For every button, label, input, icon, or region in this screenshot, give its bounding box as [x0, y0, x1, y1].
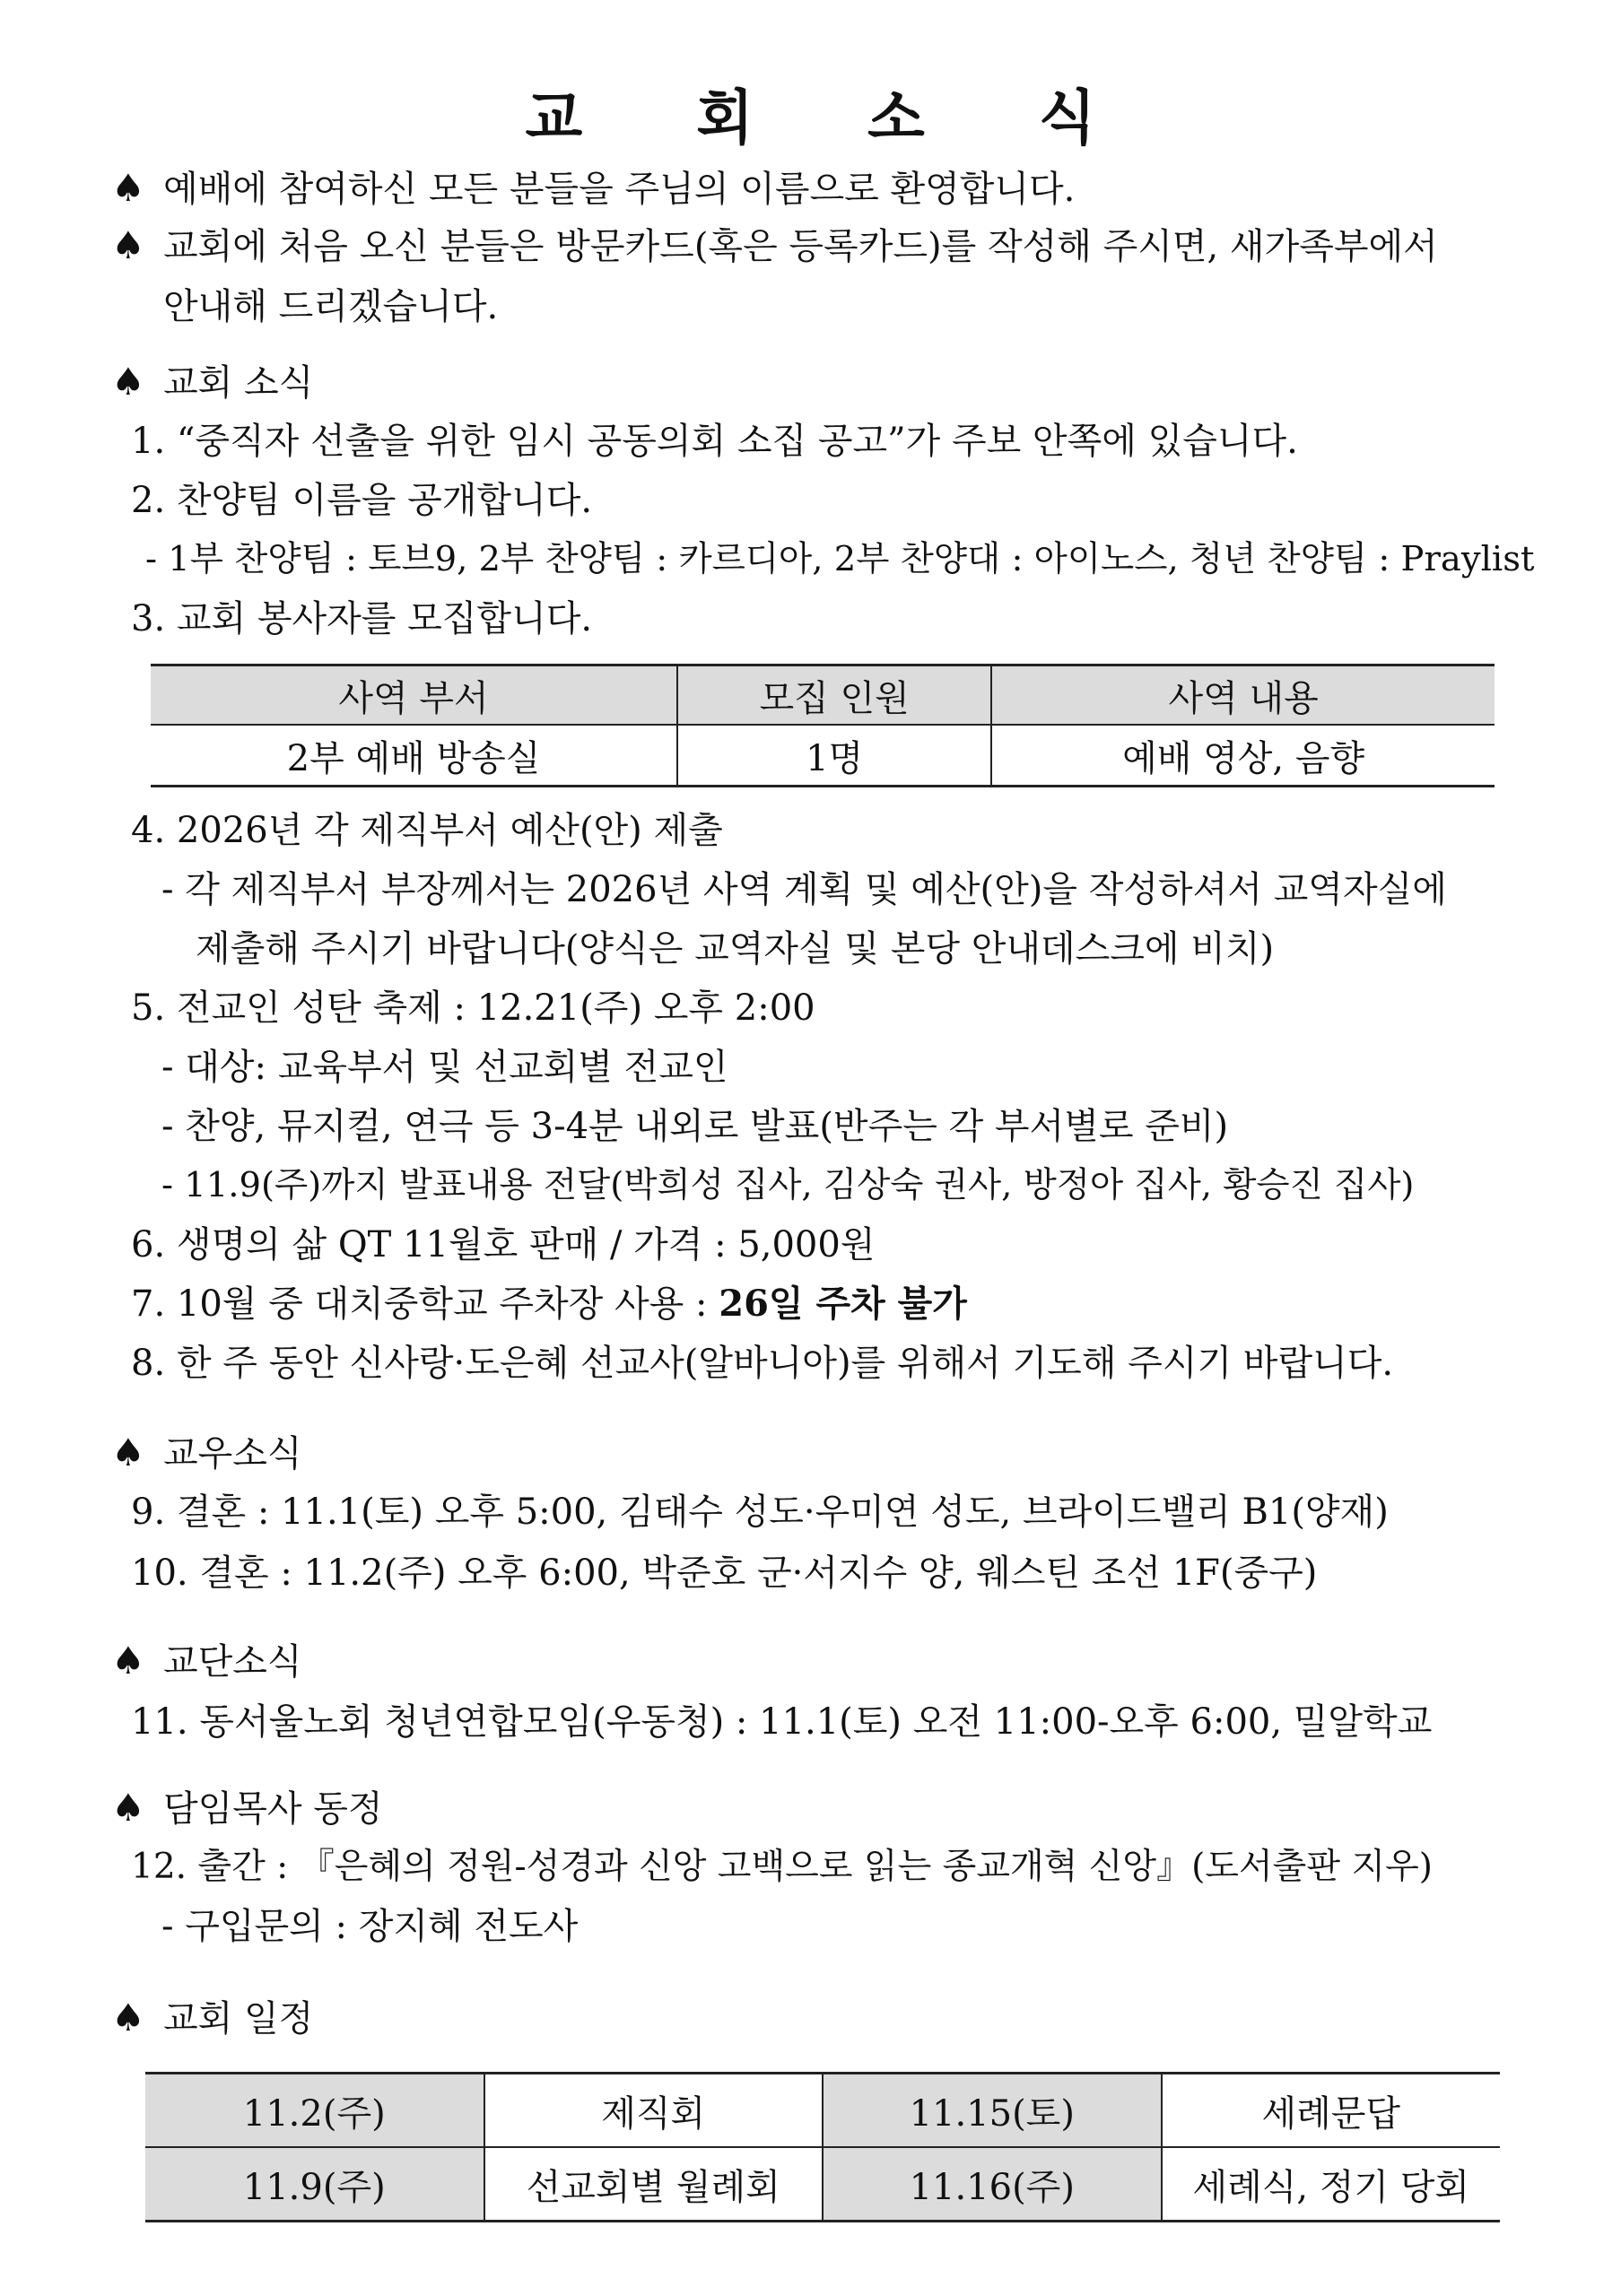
table-header-cell: 사역 내용: [991, 665, 1495, 726]
schedule-table: [145, 2072, 1500, 2222]
news-item-4-sub-cont: 제출해 주시기 바랍니다(양식은 교역자실 및 본당 안내데스크에 비치): [196, 928, 1275, 970]
section-heading-member-news: [111, 1430, 302, 1477]
table-header-cell: 사역 부서: [151, 665, 677, 726]
news-item-8: 8. 한 주 동안 신사랑·도은혜 선교사(알바니아)를 위해서 기도해 주시기 바랍니다.: [131, 1343, 1394, 1384]
news-item-12-sub: - 구입문의 : 장지혜 전도사: [161, 1906, 579, 1947]
news-item-5-sub-1: - 대상: 교육부서 및 선교회별 전교인: [161, 1047, 728, 1088]
schedule-heading: 교회 일정: [163, 1998, 314, 2039]
schedule-event-cell: 제직회: [484, 2074, 824, 2148]
news-item-10: 10. 결혼 : 11.2(주) 오후 6:00, 박준호 군·서지수 양, 웨스틴 조선 1F(중구): [131, 1552, 1318, 1594]
intro-welcome-text: 예배에 참여하신 모든 분들을 주님의 이름으로 환영합니다.: [163, 169, 1076, 210]
news-item-12: 12. 출간 : 『은혜의 정원-성경과 신앙 고백으로 읽는 종교개혁 신앙』(도서출판 지우): [131, 1847, 1433, 1887]
section-heading-church-news: [111, 359, 313, 406]
table-row: [151, 725, 1495, 787]
table-header-row: [151, 665, 1495, 726]
table-header-cell: 모집 인원: [677, 665, 991, 726]
table-cell: 1명: [677, 725, 991, 787]
news-item-3: 3. 교회 봉사자를 모집합니다.: [131, 598, 593, 639]
news-item-11: 11. 동서울노회 청년연합모임(우동청) : 11.1(토) 오전 11:00-오후 6:00, 밀알학교: [131, 1701, 1433, 1743]
news-item-4: 4. 2026년 각 제직부서 예산(안) 제출: [131, 810, 723, 851]
schedule-date-cell: 11.2(주): [145, 2074, 484, 2148]
spade-icon: ♠: [111, 166, 145, 210]
news-item-5: 5. 전교인 성탄 축제 : 12.21(주) 오후 2:00: [131, 987, 815, 1029]
news-item-4-sub: - 각 제직부서 부장께서는 2026년 사역 계획 및 예산(안)을 작성하셔서 교역자실에: [161, 869, 1447, 910]
intro-bullet-newcomer: [111, 222, 1438, 270]
table-cell: 2부 예배 방송실: [286, 737, 541, 779]
intro-bullet-welcome: [111, 165, 1075, 213]
spade-icon: ♠: [111, 1431, 145, 1474]
news-item-5-sub-2: - 찬양, 뮤지컬, 연극 등 3-4분 내외로 발표(반주는 각 부서별로 준비): [161, 1106, 1229, 1147]
schedule-date-cell: 11.15(토): [823, 2074, 1162, 2148]
news-item-9: 9. 결혼 : 11.1(토) 오후 5:00, 김태수 성도·우미연 성도, 브라이드밸리 B1(양재): [131, 1492, 1389, 1533]
spade-icon: ♠: [111, 1786, 145, 1830]
table-cell: 예배 영상, 음향: [991, 725, 1495, 787]
intro-newcomer-text: 교회에 처음 오신 분들은 방문카드(혹은 등록카드)를 작성해 주시면, 새가족부에서: [163, 226, 1438, 267]
schedule-event-cell: 선교회별 월례회: [484, 2147, 824, 2222]
section-heading-pastor-news: [111, 1785, 383, 1832]
section-heading-denomination-news: [111, 1638, 302, 1685]
intro-newcomer-text-cont: 안내해 드리겠습니다.: [163, 286, 499, 327]
table-row: [145, 2074, 1500, 2148]
spade-icon: ♠: [111, 1639, 145, 1683]
denomination-news-heading: 교단소식: [163, 1641, 302, 1683]
recruit-table: [151, 664, 1495, 787]
church-news-heading: 교회 소식: [163, 362, 314, 404]
news-item-1: 1. “중직자 선출을 위한 임시 공동의회 소집 공고”가 주보 안쪽에 있습니다.: [131, 421, 1298, 462]
page-title: 교 회 소 식: [525, 83, 1143, 152]
news-item-7-text: 7. 10월 중 대치중학교 주차장 사용 :: [131, 1283, 719, 1325]
news-item-6: 6. 생명의 삶 QT 11월호 판매 / 가격 : 5,000원: [131, 1224, 876, 1265]
spade-icon: ♠: [111, 360, 145, 404]
member-news-heading: 교우소식: [163, 1433, 302, 1474]
news-item-2: 2. 찬양팀 이름을 공개합니다.: [131, 480, 593, 521]
table-row: [145, 2147, 1500, 2222]
news-item-2-sub: - 1부 찬양팀 : 토브9, 2부 찬양팀 : 카르디아, 2부 찬양대 : 아이노스, 청년 찬양팀 : Praylist: [145, 539, 1535, 579]
schedule-date-cell: 11.16(주): [823, 2147, 1162, 2222]
pastor-news-heading: 담임목사 동정: [163, 1788, 383, 1830]
schedule-event-cell: 세례식, 정기 당회: [1162, 2147, 1501, 2222]
news-item-5-sub-3: - 11.9(주)까지 발표내용 전달(박희성 집사, 김상숙 권사, 방정아 집사, 황승진 집사): [161, 1165, 1415, 1205]
schedule-date-cell: 11.9(주): [145, 2147, 484, 2222]
spade-icon: ♠: [111, 1996, 145, 2039]
schedule-event-cell: 세례문답: [1162, 2074, 1501, 2148]
news-item-7-emphasis: 26일 주차 불가: [719, 1283, 967, 1325]
news-item-7: [131, 1281, 967, 1327]
spade-icon: ♠: [111, 223, 145, 267]
section-heading-schedule: [111, 1995, 313, 2042]
